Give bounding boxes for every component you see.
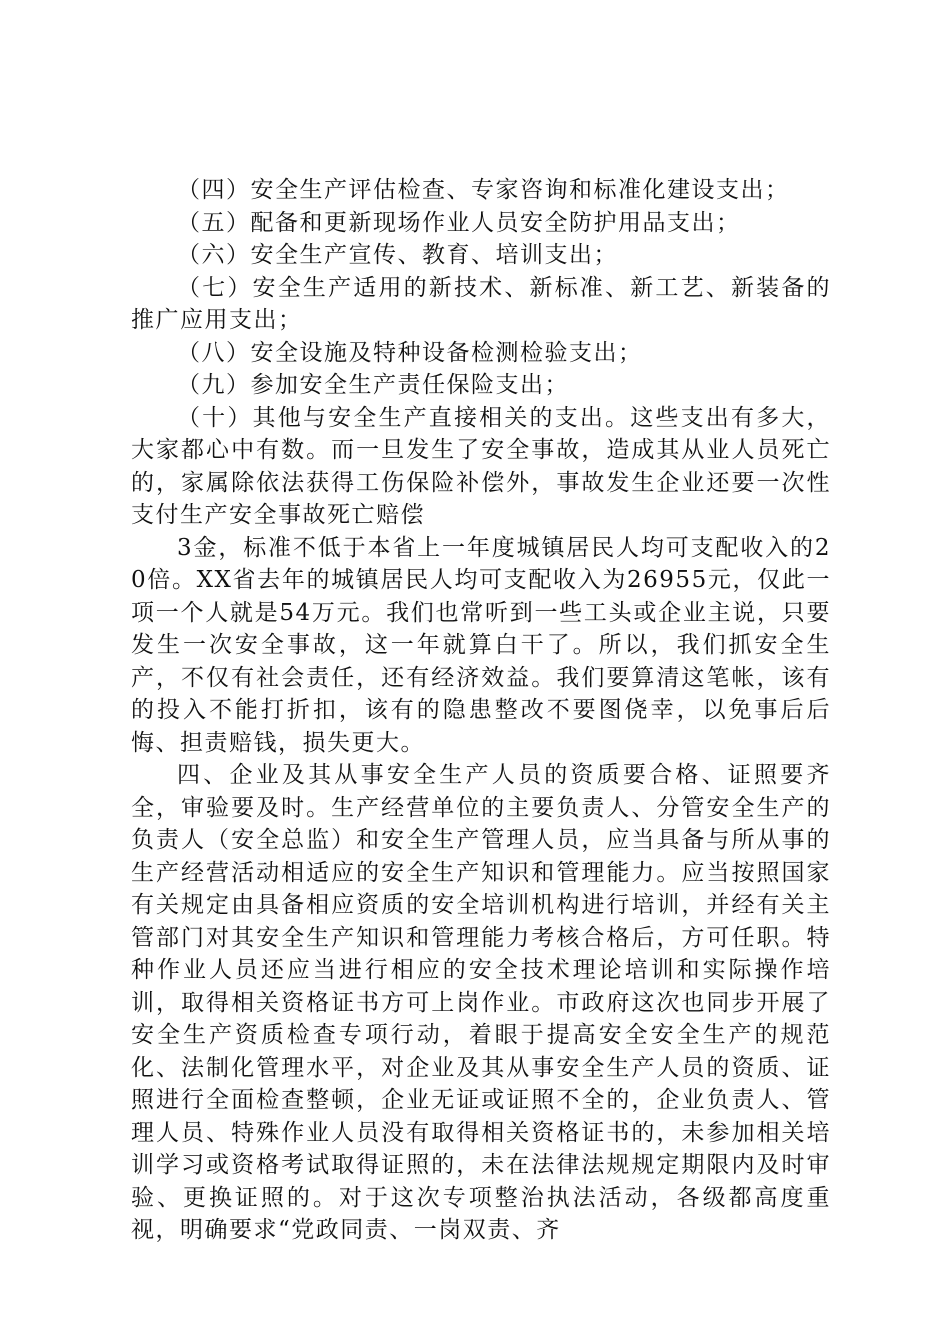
paragraph-item-10: （十）其他与安全生产直接相关的支出。这些支出有多大，大家都心中有数。而一旦发生了安全事故，造成其从业人员死亡的，家属除依法获得工伤保险补偿外，事故发生企业还要一次性支付生产安全事故死亡赔偿 [131, 404, 831, 528]
paragraph-item-5: （五）配备和更新现场作业人员安全防护用品支出； [177, 209, 741, 236]
paragraph-section-four: 四、企业及其从事安全生产人员的资质要合格、证照要齐全，审验要及时。生产经营单位的主要负责人、分管安全生产的负责人（安全总监）和安全生产管理人员，应当具备与所从事的生产经营活动相适应的安全生产知识和管理能力。应当按照国家有关规定由具备相应资质的安全培训机构进行培训，并经有关主管部门对其安全生产知识和管理能力考核合格后，方可任职。特种作业人员还应当进行相应的安全技术理论培训和实际操作培训，取得相关资格证书方可上岗作业。市政府这次也同步开展了安全生产资质检查专项行动，着眼于提高安全安全生产的规范化、法制化管理水平，对企业及其从事安全生产人员的资质、证照进行全面检查整顿，企业无证或证照不全的，企业负责人、管理人员、特殊作业人员没有取得相关资格证书的，未参加相关培训学习或资格考试取得证照的，未在法律法规规定期限内及时审验、更换证照的。对于这次专项整治执法活动，各级都高度重视，明确要求“党政同责、一岗双责、齐 [131, 762, 831, 1243]
document-body [131, 174, 831, 1247]
paragraph-compensation: 3金，标准不低于本省上一年度城镇居民人均可支配收入的20倍。XX省去年的城镇居民人均可支配收入为26955元，仅此一项一个人就是54万元。我们也常听到一些工头或企业主说，只要发生一次安全事故，这一年就算白干了。所以，我们抓安全生产，不仅有社会责任，还有经济效益。我们要算清这笔帐，该有的投入不能打折扣，该有的隐患整改不要图侥幸，以免事后后悔、担责赔钱，损失更大。 [131, 534, 831, 756]
paragraph-item-4: （四）安全生产评估检查、专家咨询和标准化建设支出； [177, 177, 790, 203]
paragraph-item-9: （九）参加安全生产责任保险支出； [177, 372, 569, 398]
paragraph-item-6: （六）安全生产宣传、教育、培训支出； [177, 242, 618, 268]
paragraph-item-7: （七）安全生产适用的新技术、新标准、新工艺、新装备的推广应用支出； [131, 274, 831, 333]
paragraph-item-8: （八）安全设施及特种设备检测检验支出； [177, 339, 643, 366]
